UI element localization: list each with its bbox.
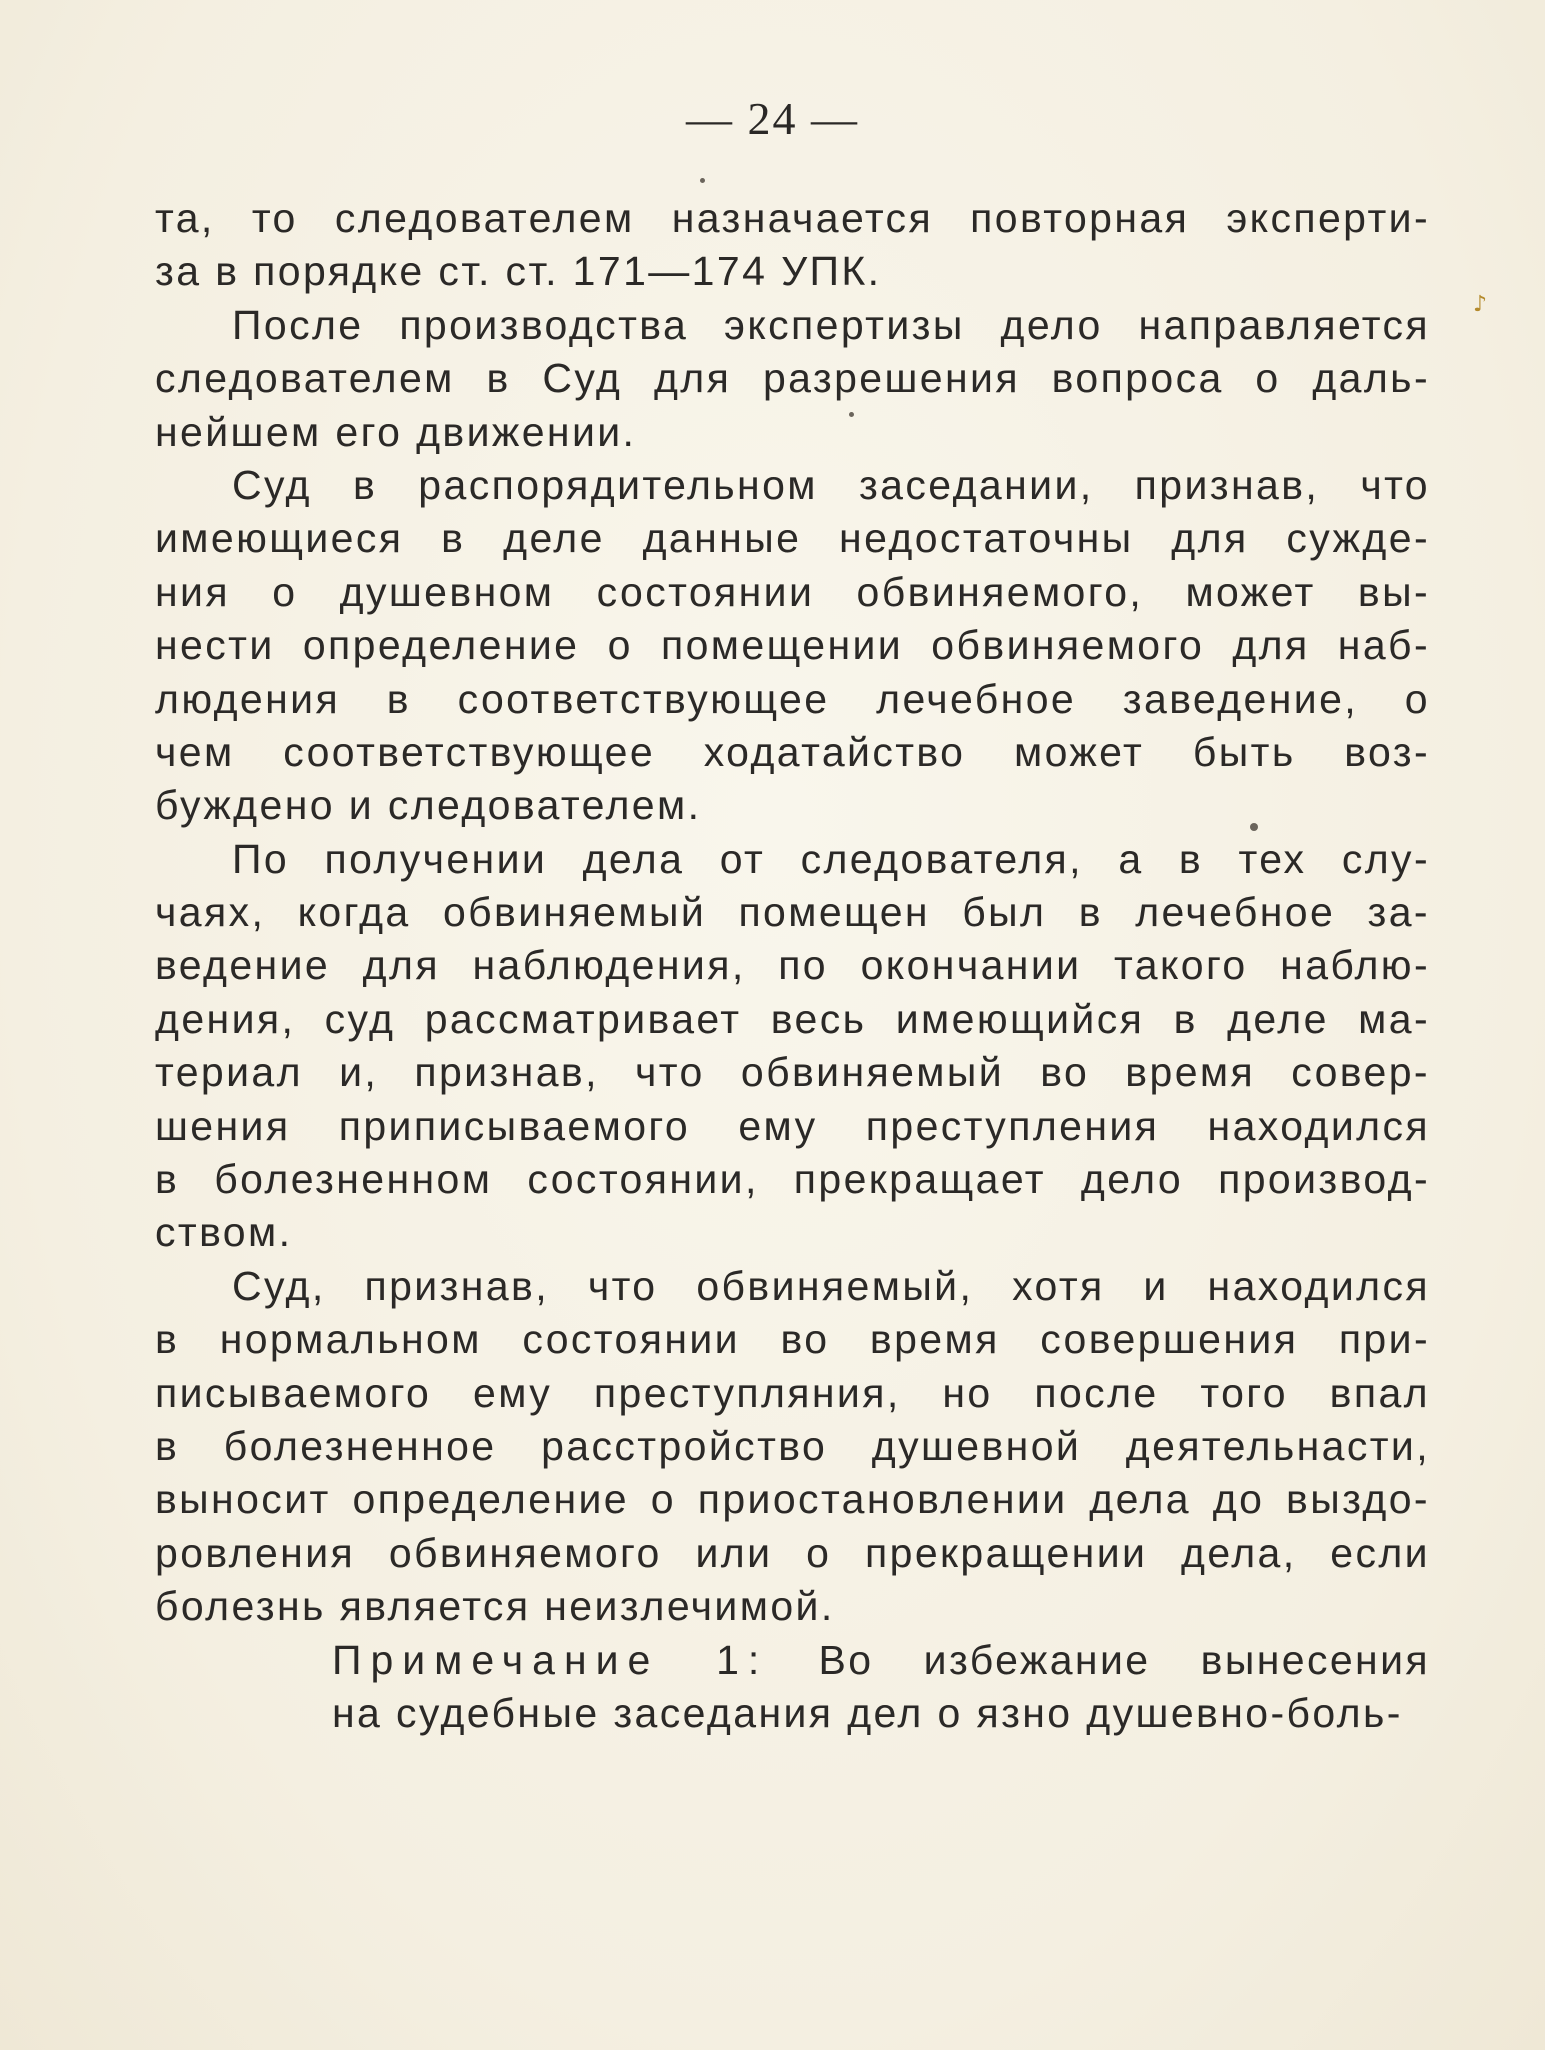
text-line: дения, суд рассматривает весь имеющийся в деле ма- <box>155 995 1430 1042</box>
paragraph-start-line: По получении дела от следователя, а в тех слу- <box>232 835 1430 882</box>
text-line: имеющиеся в деле данные недостаточны для сужде- <box>155 515 1430 562</box>
paragraph-start-line: После производства экспертизы дело направляется <box>232 301 1430 348</box>
text-line: ровления обвиняемого или о прекращении дела, если <box>155 1529 1430 1576</box>
text-line: за в порядке ст. ст. 171—174 УПК. <box>155 248 882 295</box>
text-line: болезнь является неизлечимой. <box>155 1583 835 1630</box>
note-second-line: на судебные заседания дел о язно душевно-боль- <box>332 1689 1403 1736</box>
text-line: нейшем его движении. <box>155 408 637 455</box>
page-number: — 24 — <box>686 93 859 144</box>
text-line: следователем в Суд для разрешения вопроса о даль- <box>155 355 1430 402</box>
text-line: в болезненном состоянии, прекращает дело производ- <box>155 1156 1430 1203</box>
paragraph-start-line: Суд, признав, что обвиняемый, хотя и находился <box>232 1262 1430 1309</box>
text-line: в болезненное расстройство душевной деятельнасти, <box>155 1422 1430 1469</box>
speck-1 <box>700 178 705 183</box>
text-line: людения в соответствующее лечебное заведение, о <box>155 675 1430 722</box>
text-line: ния о душевном состоянии обвиняемого, может вы- <box>155 568 1430 615</box>
text-line: нести определение о помещении обвиняемого для наб- <box>155 622 1430 669</box>
text-line: чем соответствующее ходатайство может быть воз- <box>155 728 1430 775</box>
text-line: писываемого ему преступляния, но после того впал <box>155 1369 1430 1416</box>
note-text: Во избежание вынесения <box>818 1636 1430 1683</box>
note-first-line <box>155 1634 1430 1687</box>
body-text <box>155 192 1430 1740</box>
paragraph-start-line: Суд в распорядительном заседании, признав, что <box>232 461 1430 508</box>
text-line: буждено и следователем. <box>155 782 702 829</box>
text-line: териал и, признав, что обвиняемый во время совер- <box>155 1049 1430 1096</box>
text-line: чаях, когда обвиняемый помещен был в лечебное за- <box>155 889 1430 936</box>
text-line: в нормальном состоянии во время совершения при- <box>155 1316 1430 1363</box>
text-line: та, то следователем назначается повторная эксперти- <box>155 195 1430 241</box>
text-line: выносит определение о приостановлении дела до выздо- <box>155 1476 1430 1523</box>
note-label: Примечание 1: <box>332 1636 769 1683</box>
text-line: шения приписываемого ему преступления находился <box>155 1102 1430 1149</box>
text-line: ством. <box>155 1209 293 1256</box>
text-line: ведение для наблюдения, по окончании такого наблю- <box>155 942 1430 989</box>
ink-mark: ♪ <box>1473 292 1488 317</box>
